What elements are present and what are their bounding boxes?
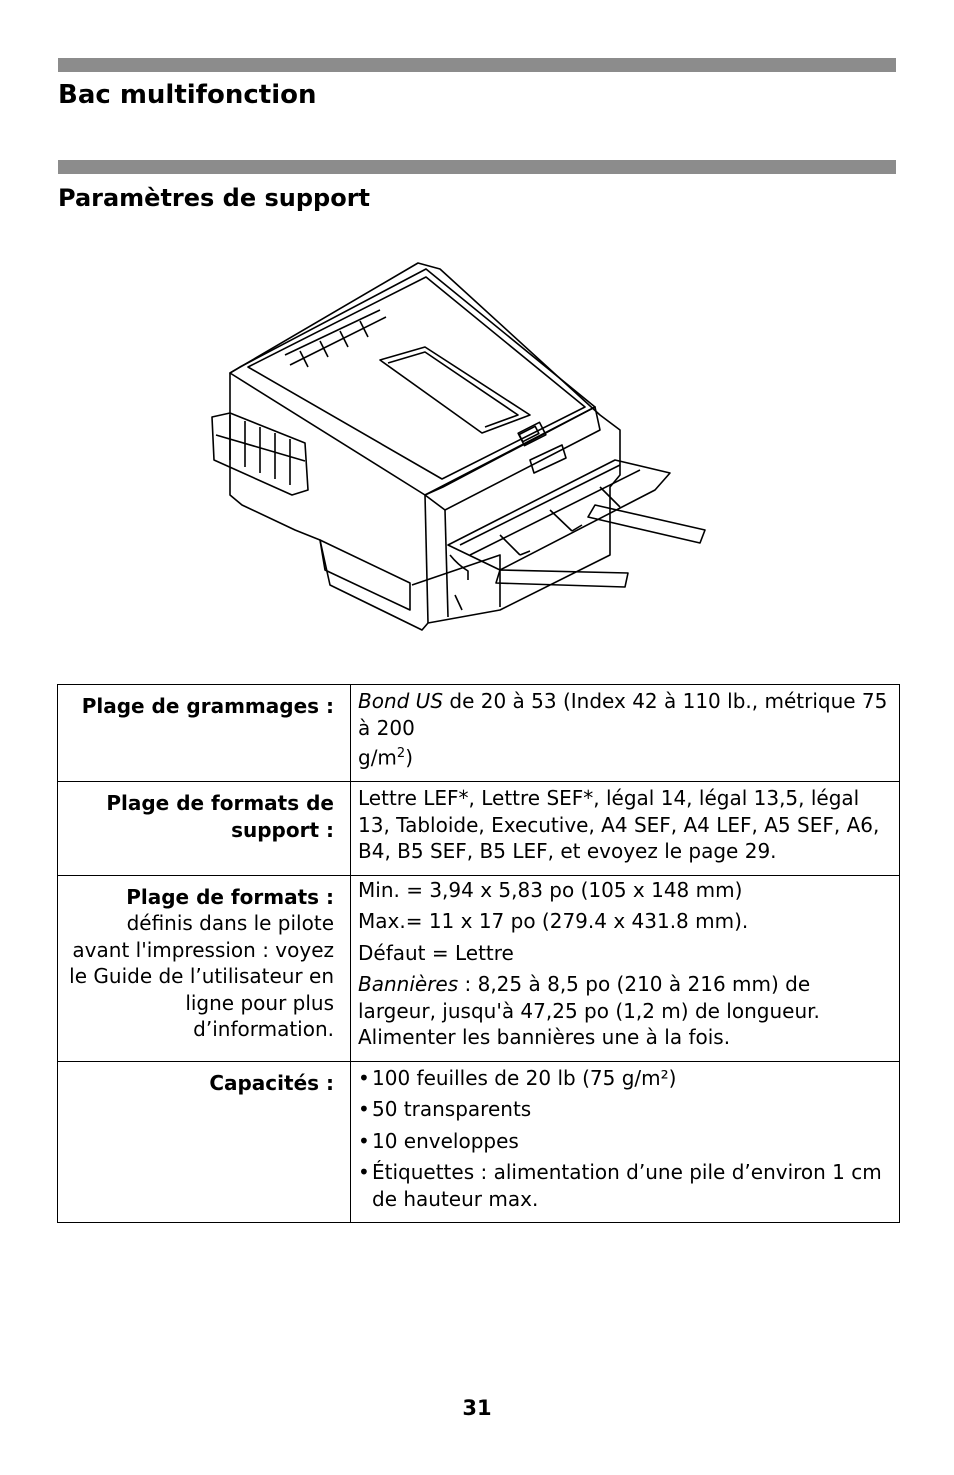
- section-subtitle: Paramètres de support: [58, 184, 371, 212]
- list-item: [358, 1128, 889, 1155]
- list-item: [358, 1065, 889, 1092]
- format-default: Défaut = Lettre: [358, 940, 514, 965]
- capacity-sheets: 100 feuilles de 20 lb (75 g/m²): [372, 1065, 677, 1090]
- table-row: [58, 782, 900, 876]
- grammage-label: Plage de grammages :: [81, 694, 334, 718]
- format-min: Min. = 3,94 x 5,83 po (105 x 148 mm): [358, 877, 743, 902]
- banner-italic: Bannières: [358, 972, 459, 997]
- row-label: [58, 782, 351, 876]
- capacity-transparents: 50 transparents: [372, 1097, 532, 1122]
- bullet-icon: •: [358, 1160, 370, 1185]
- grammage-range: de 20 à 53 (Index 42 à 110 lb., métrique 75 à 200: [358, 689, 888, 740]
- printer-with-multipurpose-tray-icon: [200, 255, 720, 640]
- table-row: [58, 1061, 900, 1223]
- row-value: [351, 685, 900, 782]
- grammage-close: ): [405, 745, 414, 770]
- row-value: [351, 782, 900, 876]
- table-row: [58, 685, 900, 782]
- bullet-icon: •: [358, 1065, 370, 1090]
- formats-label: Plage de formats :: [126, 884, 334, 909]
- page-title: Bac multifonction: [58, 80, 317, 110]
- format-max: Max.= 11 x 17 po (279.4 x 431.8 mm).: [358, 909, 749, 934]
- grammage-unit: g/m: [358, 745, 397, 770]
- grammage-italic: Bond US: [358, 689, 444, 713]
- row-value: [351, 1061, 900, 1223]
- media-specifications-table: [57, 684, 900, 1223]
- section-rule-top: [58, 58, 896, 72]
- row-value: [351, 875, 900, 1061]
- grammage-unit-sup: 2: [396, 746, 406, 761]
- printer-illustration: [200, 255, 720, 640]
- row-label: [58, 1061, 351, 1223]
- page-number: 31: [462, 1396, 492, 1420]
- capacities-label: Capacités :: [209, 1070, 334, 1095]
- banner-text: : 8,25 à 8,5 po (210 à 216 mm) de largeur, jusqu'à 47,25 po (1,2 m) de longueur. Alimenter les bannières une à la fois.: [358, 972, 820, 1050]
- row-label: [58, 685, 351, 782]
- row-label: [58, 875, 351, 1061]
- list-item: [358, 1159, 889, 1212]
- table-row: [58, 875, 900, 1061]
- formats-label-note: définis dans le pilote avant l'impression : voyez le Guide de l’utilisateur en ligne pour plus d’information.: [69, 911, 334, 1042]
- section-rule-second: [58, 160, 896, 174]
- bullet-icon: •: [358, 1097, 370, 1122]
- formats-support-value: Lettre LEF*, Lettre SEF*, légal 14, légal 13,5, légal 13, Tabloide, Executive, A4 SEF, A4 LEF, A5 SEF, A6, B4, B5 SEF, B5 LEF, et evoyez le page 29.: [358, 786, 880, 864]
- bullet-icon: •: [358, 1128, 370, 1153]
- formats-support-label: Plage de formats de support :: [106, 791, 334, 842]
- list-item: [358, 1096, 889, 1123]
- capacity-labels: Étiquettes : alimentation d’une pile d’environ 1 cm de hauteur max.: [372, 1160, 882, 1211]
- capacity-envelopes: 10 enveloppes: [372, 1128, 519, 1153]
